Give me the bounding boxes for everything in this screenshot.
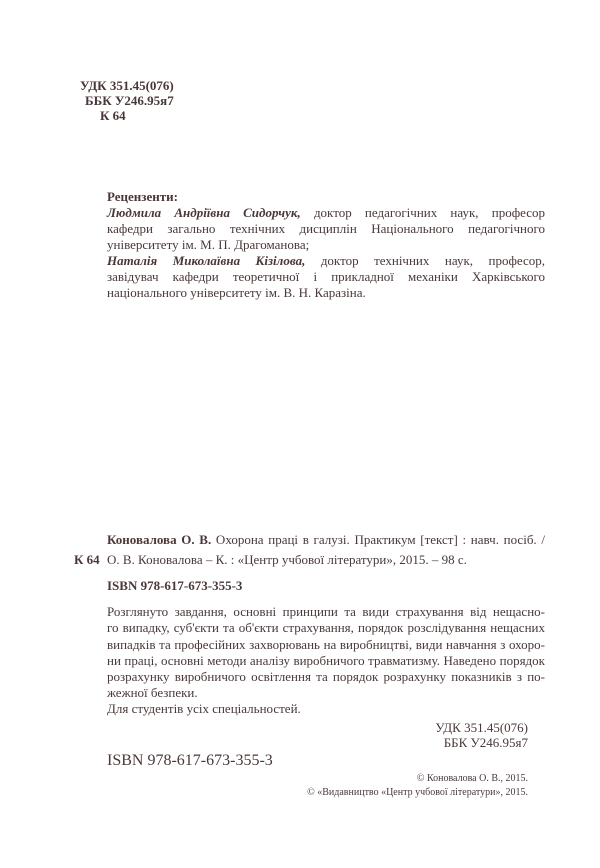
abstract-line: випадків та професійних захворювань на виробництві, види навчання з охоро- [107,637,545,652]
author-mark: К 64 [100,108,126,123]
reviewers-heading: Рецензенти: [107,189,178,204]
biblio-title: Охорона праці в галузі. Практикум [текст] : навч. посіб. / [211,532,545,547]
reviewer-1-line: кафедри загально технічних дисциплін Національного педагогічного [107,221,545,236]
abstract-line: Розглянуто завдання, основні принципи та види страхування від нещасно- [107,604,545,619]
biblio-isbn: ISBN 978-617-673-355-3 [107,578,243,593]
reviewer-1-line [107,205,545,221]
biblio-line-2: О. В. Коновалова – К. : «Центр учбової літератури», 2015. – 98 с. [107,552,467,567]
biblio-line-1 [107,532,545,548]
abstract-line: жежної безпеки. [107,685,198,700]
abstract-line: розрахунку виробничого освітлення та порядок розрахунку показників з по- [107,669,545,684]
copyright-author: © Коновалова О. В., 2015. [416,773,528,784]
reviewer-2-line [107,253,545,269]
biblio-author: Коновалова О. В. [107,532,212,547]
footer-udk: УДК 351.45(076) [435,720,528,735]
abstract-audience: Для студентів усіх спеціальностей. [107,701,301,716]
reviewer-1-line: університету ім. М. П. Драгоманова; [107,237,310,252]
reviewer-2-name: Наталія Миколаївна Кізілова, [107,253,306,268]
reviewer-2-line: національного університету ім. В. Н. Каразіна. [107,285,366,300]
footer-isbn: ISBN 978-617-673-355-3 [107,752,273,769]
footer-bbk: ББК У246.95я7 [443,735,528,750]
abstract-line: го випадку, суб'єкти та об'єкти страхування, порядок розслідування нещасних [107,620,545,635]
bbk-code: ББК У246.95я7 [85,93,174,108]
abstract-line: ни праці, основні методи аналізу виробничого травматизму. Наведено порядок [107,653,545,668]
reviewer-2-line: завідувач кафедри теоретичної і прикладної механіки Харківського [107,269,545,284]
reviewer-2-text: доктор технічних наук, професор, [305,253,546,268]
reviewer-1-name: Людмила Андріївна Сидорчук, [107,205,301,220]
biblio-mark: К 64 [74,552,100,567]
copyright-publisher: © «Видавництво «Центр учбової літератури», 2015. [307,787,528,798]
udk-code: УДК 351.45(076) [80,78,174,93]
reviewer-1-text: доктор педагогічних наук, професор [300,205,545,220]
